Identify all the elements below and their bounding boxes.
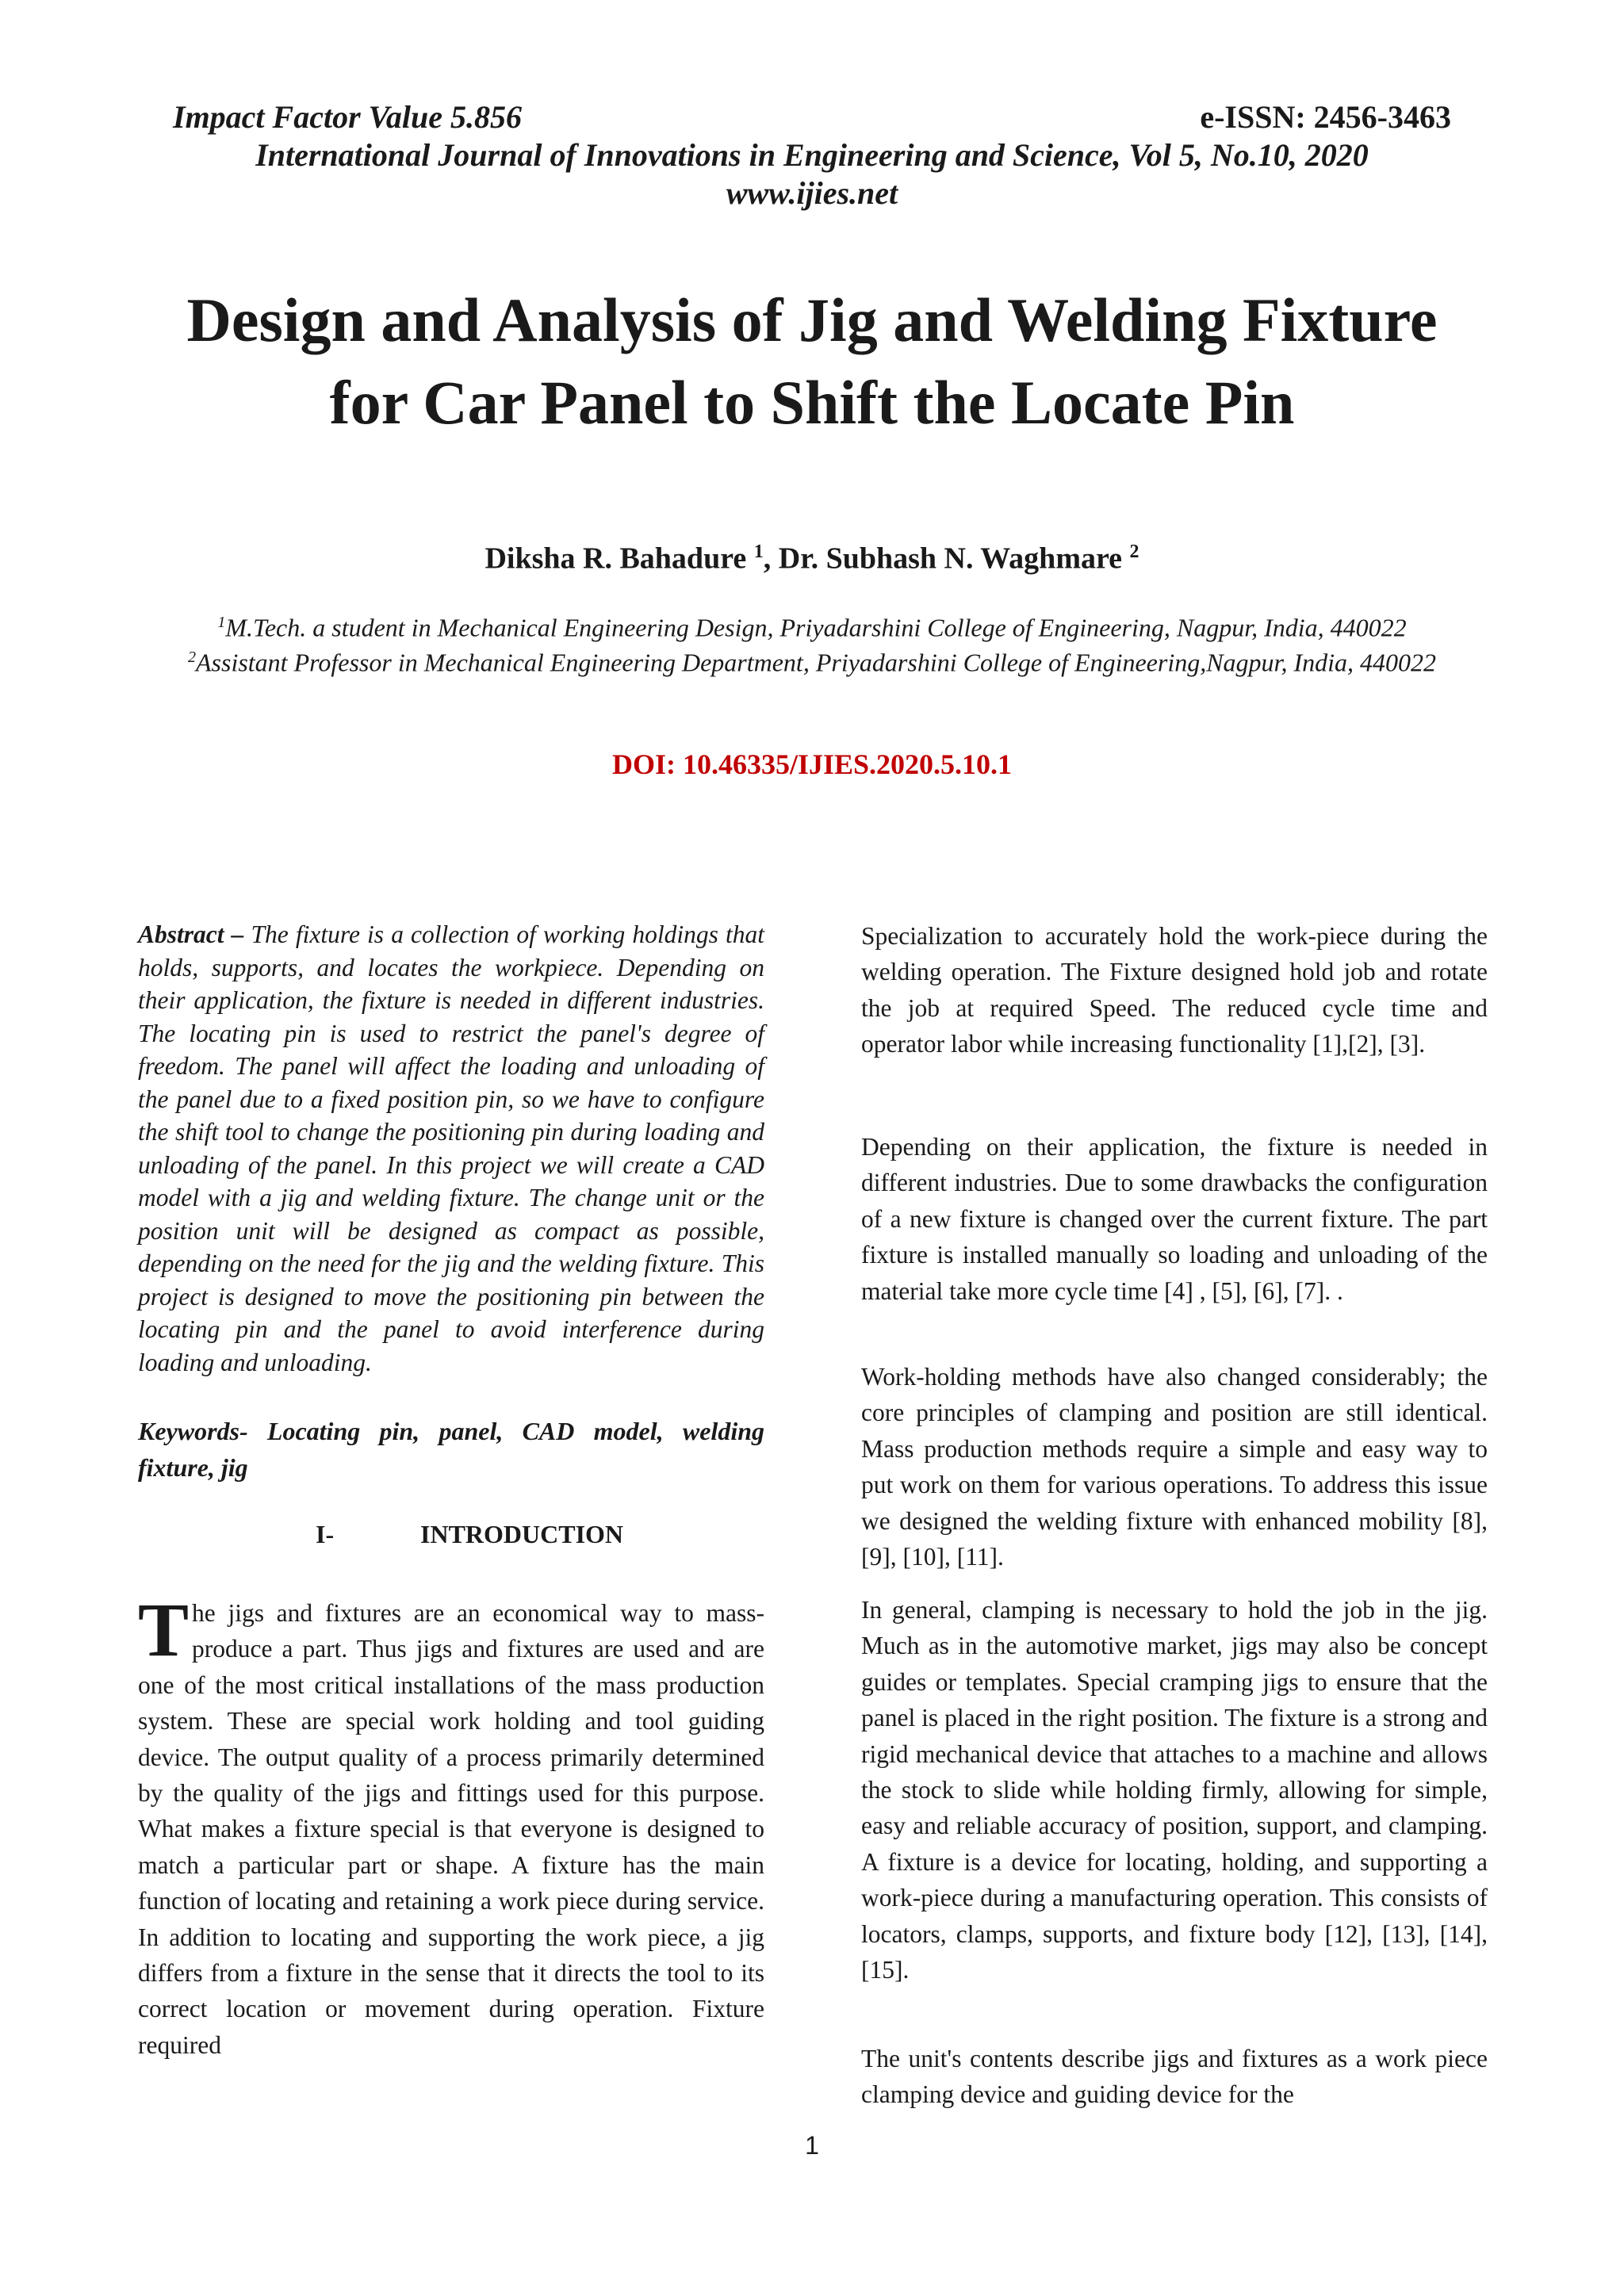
right-paragraph-5: The unit's contents describe jigs and fixtures as a work piece clamping device and guiding device for the	[861, 2045, 1488, 2109]
right-paragraph-2: Depending on their application, the fixture is needed in different industries. Due to some drawbacks the configuration of a new fixture is changed over the current fixture. The part fixture is installed manually so loading and unloading of the material take more cycle time [4] , [5], [6], [7]. .	[861, 1133, 1488, 1305]
abstract	[138, 918, 764, 1379]
abstract-label: Abstract –	[138, 920, 244, 948]
page-number: 1	[805, 2131, 819, 2160]
e-issn: e-ISSN: 2456-3463	[1200, 99, 1451, 135]
author-2: Dr. Subhash N. Waghmare	[778, 541, 1123, 576]
journal-website[interactable]: www.ijies.net	[726, 175, 898, 211]
doi[interactable]: DOI: 10.46335/IJIES.2020.5.10.1	[611, 748, 1013, 780]
paper-title	[127, 279, 1497, 444]
drop-cap: T	[138, 1587, 190, 1672]
affiliation-1-mark: 1	[217, 614, 226, 631]
section-number: I-	[316, 1520, 335, 1548]
journal-name: International Journal of Innovations in Engineering and Science, Vol 5, No.10, 2020	[255, 137, 1369, 173]
right-paragraph-1: Specialization to accurately hold the work-piece during the welding operation. The Fixture designed hold job and rotate the job at required Speed. The reduced cycle time and operator labor while increasing functionality [1],[2], [3].	[861, 922, 1488, 1058]
author-separator: ,	[763, 541, 779, 576]
section-heading	[316, 1516, 623, 1552]
right-paragraph-3: Work-holding methods have also changed considerably; the core principles of clamping and position are still identical. Mass production methods require a simple and easy way to put work on them for various operations. To address this issue we designed the welding fixture with enhanced mobility [8], [9], [10], [11].	[861, 1363, 1488, 1571]
affiliation-1-text: M.Tech. a student in Mechanical Engineering Design, Priyadarshini College of Engineering, Nagpur, India, 440022	[225, 613, 1407, 642]
author-2-affil-mark: 2	[1129, 541, 1139, 562]
affiliation-2	[79, 639, 1545, 681]
author-list	[0, 533, 1624, 578]
abstract-text: The fixture is a collection of working holdings that holds, supports, and locates the workpiece. Depending on their application, the fixture is needed in different industries. The locating pin is used to restrict the panel's degree of freedom. The panel will affect the loading and unloading of the panel due to a fixed position pin, so we have to configure the shift tool to change the positioning pin during loading and unloading of the panel. In this project we will create a CAD model with a jig and welding fixture. The change unit or the position unit will be designed as compact as possible, depending on the need for the jig and the welding fixture. This project is designed to move the positioning pin between the locating pin and the panel to avoid interference during loading and unloading.	[138, 920, 765, 1376]
affiliation-2-text: Assistant Professor in Mechanical Engineering Department, Priyadarshini College of Engineering,Nagpur, India, 440022	[195, 648, 1436, 677]
author-1: Diksha R. Bahadure	[485, 541, 747, 576]
affiliation-2-mark: 2	[187, 649, 196, 666]
title-line-1: Design and Analysis of Jig and Welding Fixture	[186, 285, 1438, 354]
title-line-2: for Car Panel to Shift the Locate Pin	[329, 368, 1295, 437]
right-paragraph-4: In general, clamping is necessary to hold the job in the jig. Much as in the automotive market, jigs may also be concept guides or templates. Special cramping jigs to ensure that the panel is placed in the right position. The fixture is a strong and rigid mechanical device that attaches to a machine and allows the stock to slide while holding firmly, allowing for simple, easy and reliable accuracy of position, support, and clamping. A fixture is a device for locating, holding, and supporting a work-piece during a manufacturing operation. This consists of locators, clamps, supports, and fixture body [12], [13], [14], [15].	[861, 1596, 1488, 1984]
section-title: INTRODUCTION	[420, 1520, 624, 1548]
impact-factor: Impact Factor Value 5.856	[173, 99, 523, 135]
intro-text: he jigs and fixtures are an economical way to mass-produce a part. Thus jigs and fixtures are used and are one of the most critical installations of the mass production system. These are special work holding and tool guiding device. The output quality of a process primarily determined by the quality of the jigs and fittings used for this purpose. What makes a fixture special is that everyone is designed to match a particular part or shape. A fixture has the main function of locating and retaining a work piece during service. In addition to locating and supporting the work piece, a jig differs from a fixture in the sense that it directs the tool to its correct location or movement during operation. Fixture required	[138, 1599, 764, 2059]
author-1-affil-mark: 1	[753, 541, 764, 562]
keywords: Keywords- Locating pin, panel, CAD model, welding fixture, jig	[138, 1417, 764, 1482]
intro-paragraph	[138, 1587, 764, 2063]
